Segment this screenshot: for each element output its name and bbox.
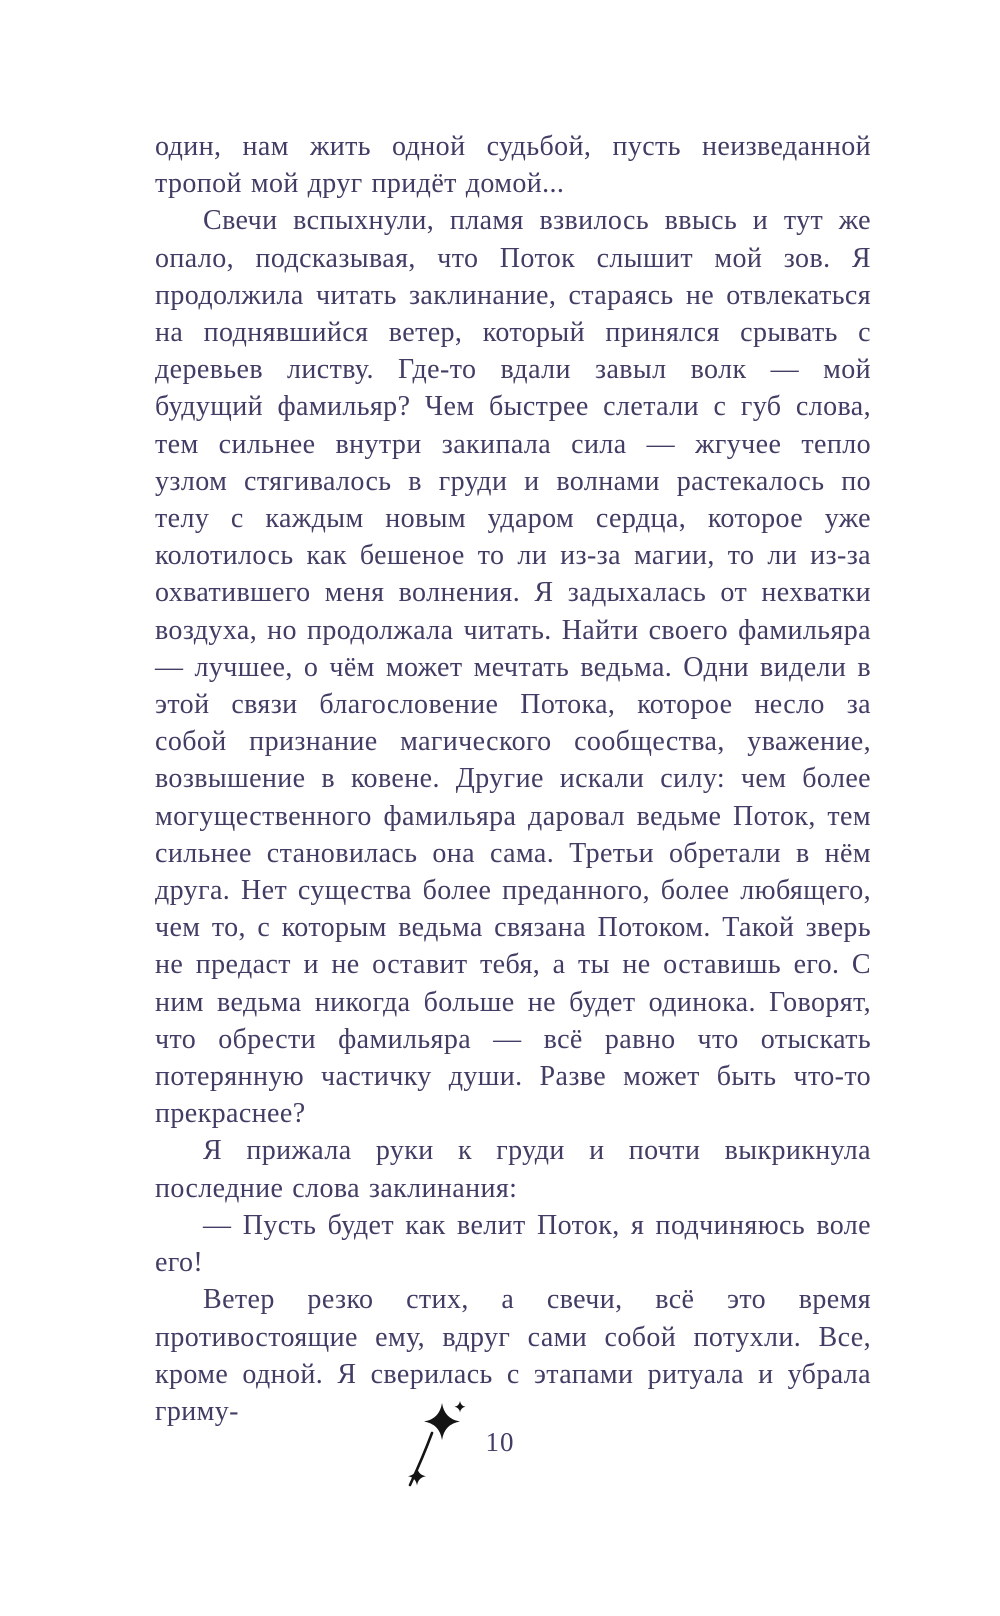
paragraph: Свечи вспыхнули, пламя взвилось ввысь и тут же опало, подсказывая, что Поток слышит мой зов. Я продолжила читать заклинание, стараясь не отвлекаться на поднявшийся ветер, который принялся срывать с деревьев листву. Где-то вдали завыл волк — мой будущий фамильяр? Чем быстрее слетали с губ слова, тем сильнее внутри закипала сила — жгучее тепло узлом стягивалось в груди и волнами растекалось по телу с каждым новым ударом сердца, которое уже колотилось как бешеное то ли из-за магии, то ли из-за охватившего меня волнения. Я задыхалась от нехватки воздуха, но продолжала читать. Найти своего фамильяра — лучшее, о чём может мечтать ведьма. Одни видели в этой связи благословение Потока, которое несло за собой признание магического сообщества, уважение, возвышение в ковене. Другие искали силу: чем более могущественного фамильяра даровал ведьме Поток, тем сильнее становилась она сама. Третьи обретали в нём друга. Нет существа более преданного, более любящего, чем то, с которым ведьма связана Потоком. Такой зверь не предаст и не оставит тебя, а ты не оставишь его. С ним ведьма никогда больше не будет одинока. Говорят, что обрести фамильяра — всё равно что отыскать потерянную частичку души. Разве может быть что-то прекраснее?: [155, 205, 871, 1130]
paragraph: Ветер резко стих, а свечи, всё это время противостоящие ему, вдруг сами собой потухли. Все, кроме одной. Я сверилась с этапами ритуала и убрала гриму-: [155, 1284, 871, 1427]
page-footer: [0, 1395, 1000, 1505]
page-text: [155, 128, 871, 1430]
sparkle-stars-icon: [398, 1395, 470, 1499]
paragraph: Я прижала руки к груди и почти выкрикнула последние слова заклинания:: [155, 1135, 871, 1204]
paragraph-continuation: один, нам жить одной судьбой, пусть неизведанной тропой мой друг придёт домой...: [155, 131, 871, 200]
paragraph-dialogue: — Пусть будет как велит Поток, я подчиняюсь воле его!: [155, 1209, 871, 1279]
page-number: 10: [485, 1427, 515, 1457]
